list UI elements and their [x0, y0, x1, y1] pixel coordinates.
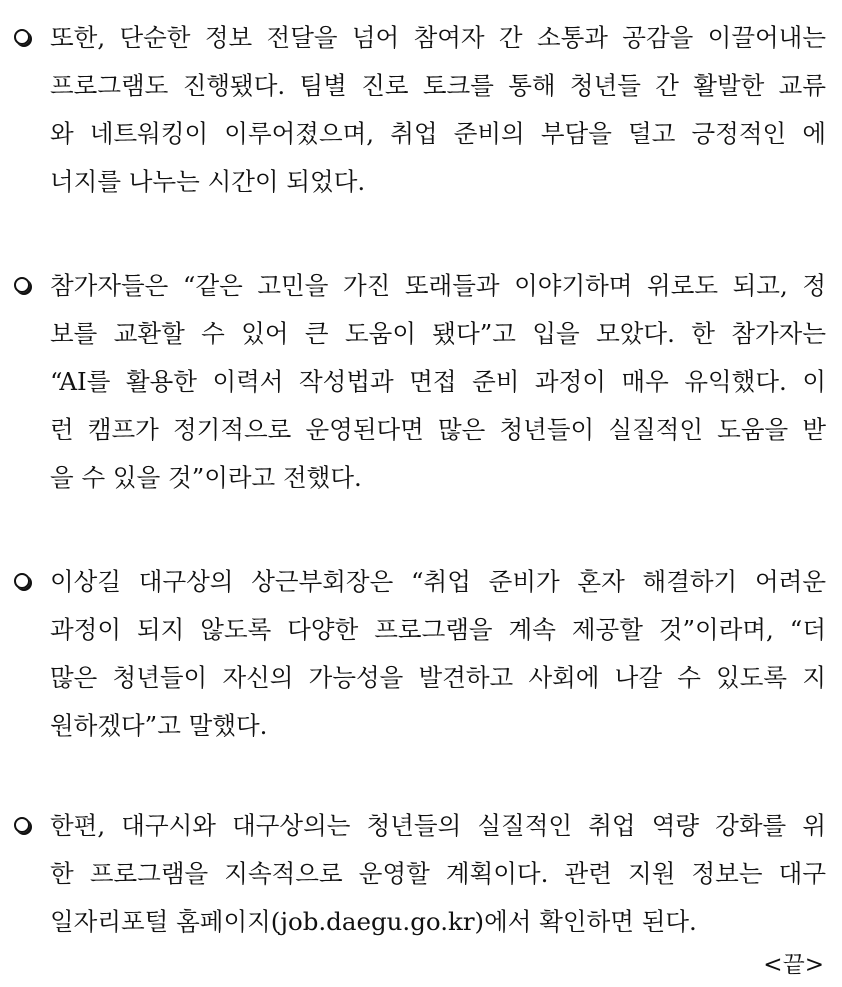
paragraph-line: 일자리포털 홈페이지(job.daegu.go.kr)에서 확인하면 된다. — [50, 907, 697, 936]
paragraph-line: 원하겠다”고 말했다. — [50, 711, 268, 740]
paragraph-3 — [14, 562, 826, 742]
paragraph-line: 와 네트워킹이 이루어졌으며, 취업 준비의 부담을 덜고 긍정적인 에 — [50, 119, 826, 148]
paragraph-line: 많은 청년들이 자신의 가능성을 발견하고 사회에 나갈 수 있도록 지 — [50, 663, 826, 692]
paragraph-1 — [14, 18, 826, 198]
paragraph-line: 프로그램도 진행됐다. 팀별 진로 토크를 통해 청년들 간 활발한 교류 — [50, 71, 826, 100]
paragraph-line: 보를 교환할 수 있어 큰 도움이 됐다”고 입을 모았다. 한 참가자는 — [50, 319, 826, 348]
paragraph-line: 한 프로그램을 지속적으로 운영할 계획이다. 관련 지원 정보는 대구 — [50, 859, 826, 888]
paragraph-line: 너지를 나누는 시간이 되었다. — [50, 167, 366, 196]
paragraph-line: 참가자들은 “같은 고민을 가진 또래들과 이야기하며 위로도 되고, 정 — [50, 271, 826, 300]
bullet-icon — [14, 817, 30, 833]
paragraph-line: “AI를 활용한 이력서 작성법과 면접 준비 과정이 매우 유익했다. 이 — [50, 367, 826, 396]
paragraph-line: 또한, 단순한 정보 전달을 넘어 참여자 간 소통과 공감을 이끌어내는 — [50, 23, 826, 52]
bullet-icon — [14, 29, 30, 45]
paragraph-2 — [14, 266, 826, 496]
paragraph-line: 이상길 대구상의 상근부회장은 “취업 준비가 혼자 해결하기 어려운 — [50, 567, 826, 596]
paragraph-4 — [14, 806, 826, 941]
bullet-icon — [14, 277, 30, 293]
bullet-icon — [14, 573, 30, 589]
paragraph-line: 과정이 되지 않도록 다양한 프로그램을 계속 제공할 것”이라며, “더 — [50, 615, 826, 644]
paragraph-line: 한편, 대구시와 대구상의는 청년들의 실질적인 취업 역량 강화를 위 — [50, 811, 826, 840]
paragraph-line: 런 캠프가 정기적으로 운영된다면 많은 청년들이 실질적인 도움을 받 — [50, 415, 826, 444]
paragraph-line: 을 수 있을 것”이라고 전했다. — [50, 463, 362, 492]
end-mark: <끝> — [763, 952, 824, 978]
